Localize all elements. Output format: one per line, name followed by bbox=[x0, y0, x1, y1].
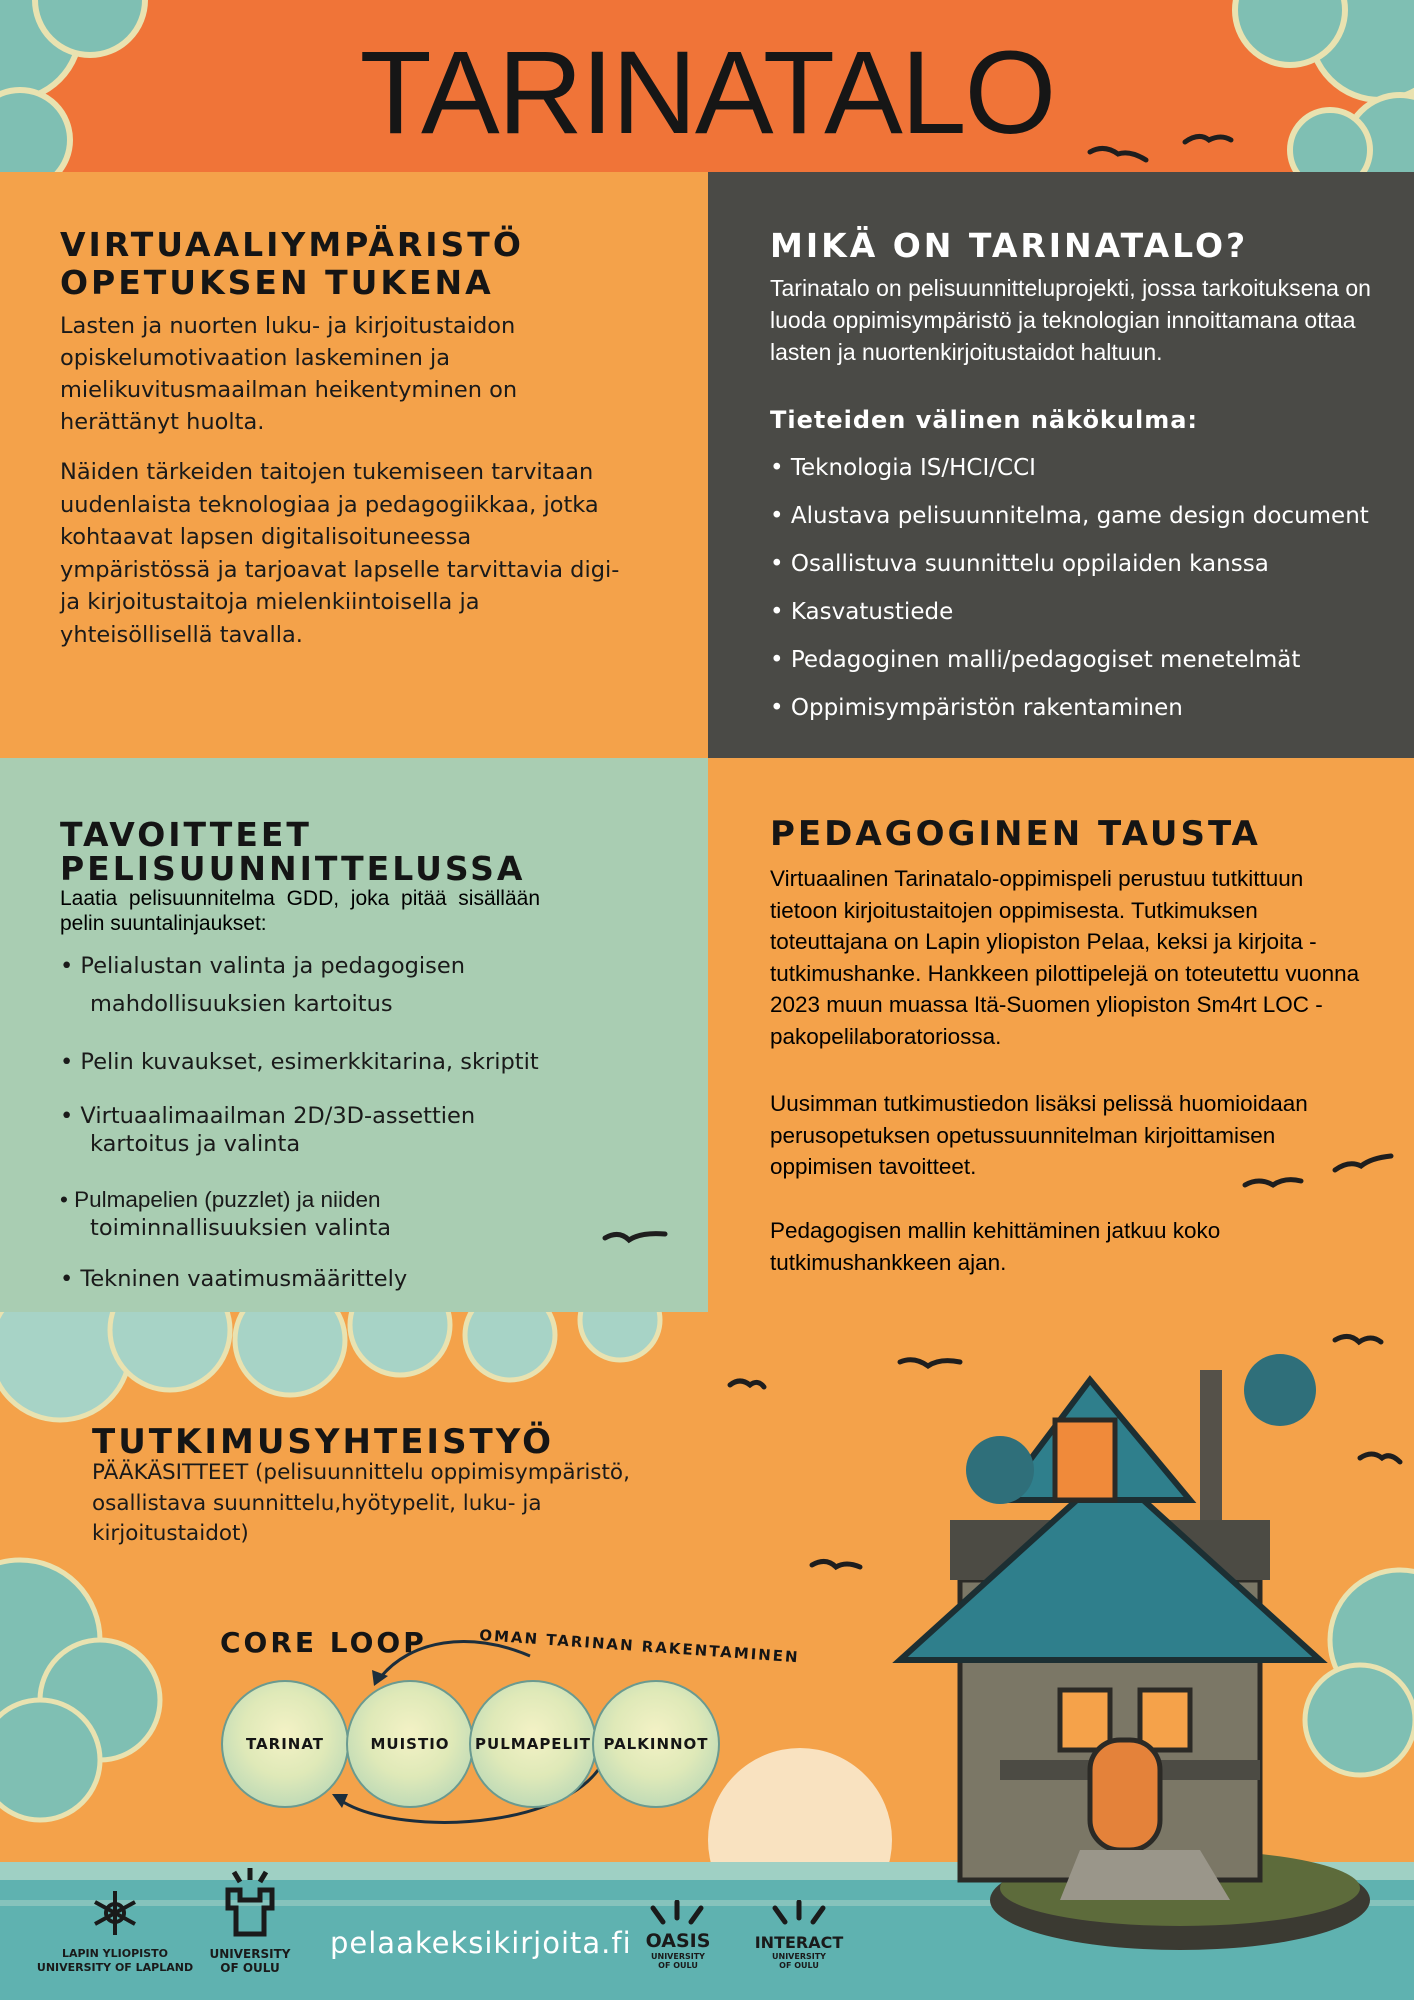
core-loop-heading: CORE LOOP bbox=[220, 1626, 427, 1659]
logo-line: OF OULU bbox=[220, 1961, 280, 1975]
logo-line: OASIS bbox=[645, 1930, 711, 1952]
tavoitteet-paragraph: Laatia pelisuunnitelma GDD, joka pitää sisällään pelin suuntalinjaukset: bbox=[60, 887, 540, 935]
pedagoginen-paragraph-1: Virtuaalinen Tarinatalo-oppimispeli perustuu tutkittuun tietoon kirjoitustaitojen oppimisesta. Tutkimuksen toteuttajana on Lapin yliopiston Pelaa, keksi ja kirjoita -tutkimushanke. Hankkeen pilottipelejä on toteutettu vuonna 2023 muun muassa Itä-Suomen yliopiston Sm4rt LOC -pakopelilaboratoriossa. bbox=[770, 866, 1360, 1049]
section-heading-virtuaaliymparisto bbox=[60, 226, 524, 302]
section-heading-tavoitteet bbox=[60, 815, 526, 888]
header-clouds bbox=[0, 0, 1414, 172]
list-item-line: toiminnallisuuksien valinta bbox=[90, 1215, 392, 1241]
logo-line: UNIVERSITY OF LAPLAND bbox=[36, 1961, 194, 1974]
section-heading-tutkimusyhteistyo: TUTKIMUSYHTEISTYÖ bbox=[92, 1422, 555, 1462]
lapland-snowflake-icon bbox=[90, 1888, 140, 1938]
list-item: • Teknologia IS/HCI/CCI bbox=[770, 455, 1036, 481]
list-item: • Alustava pelisuunnitelma, game design document bbox=[770, 503, 1369, 529]
cloud-bottom-right bbox=[1305, 1570, 1414, 1775]
list-item bbox=[60, 1102, 640, 1158]
interact-rays-icon bbox=[767, 1900, 831, 1930]
logo-line: UNIVERSITY bbox=[651, 1952, 705, 1961]
oasis-rays-icon bbox=[645, 1900, 709, 1930]
website-url[interactable]: pelaakeksikirjoita.fi bbox=[330, 1926, 632, 1960]
list-item bbox=[60, 1186, 640, 1242]
heading-line: OPETUKSEN TUKENA bbox=[60, 263, 494, 302]
list-item bbox=[60, 1048, 640, 1076]
lapland-logo-text bbox=[25, 1947, 205, 1975]
list-item-line: • Pulmapelien (puzzlet) ja niiden bbox=[60, 1187, 381, 1212]
virtuaali-paragraph-2: Näiden tärkeiden taitojen tukemiseen tarvitaan uudenlaista teknologiaa ja pedagogiikkaa, jotka kohtaavat lapsen digitalisoituneessa ympäristössä ja tarjoavat lapselle tarvittavia digi- ja kirjoitustaitoja mielenkiintoisella ja yhteisöllisellä tavalla. bbox=[60, 459, 620, 648]
cloud-bottom-left bbox=[0, 1560, 160, 1820]
list-item: • Oppimisympäristön rakentaminen bbox=[770, 695, 1183, 721]
logo-line: UNIVERSITY bbox=[772, 1952, 826, 1961]
oulu-logo-text bbox=[200, 1947, 300, 1975]
mika-paragraph: Tarinatalo on pelisuunnitteluprojekti, jossa tarkoituksena on luoda oppimisympäristö ja teknologian innoittamana ottaa lasten ja nuortenkirjoitustaidot haltuun. bbox=[770, 275, 1371, 365]
list-item-line: • Tekninen vaatimusmäärittely bbox=[60, 1266, 408, 1292]
logo-line: OF OULU bbox=[658, 1961, 698, 1970]
virtuaali-paragraph-1: Lasten ja nuorten luku- ja kirjoitustaidon opiskelumotivaation laskeminen ja mielikuvitusmaailman heikentyminen on herättänyt huolta. bbox=[60, 313, 518, 435]
core-loop-step: TARINAT bbox=[221, 1680, 349, 1808]
list-item-line: • Virtuaalimaailman 2D/3D-assettien bbox=[60, 1103, 476, 1129]
core-loop-arc-label: OMAN TARINAN RAKENTAMINEN bbox=[478, 1626, 801, 1667]
list-item: • Osallistuva suunnittelu oppilaiden kanssa bbox=[770, 551, 1269, 577]
interact-logo-text bbox=[744, 1934, 854, 1970]
list-item: • Kasvatustiede bbox=[770, 599, 954, 625]
core-loop-step: PALKINNOT bbox=[592, 1680, 720, 1808]
page-title: TARINATALO bbox=[359, 27, 1055, 159]
tavoitteet-list bbox=[60, 952, 660, 1292]
list-item bbox=[60, 1265, 640, 1293]
heading-line: VIRTUAALIYMPÄRISTÖ bbox=[60, 225, 524, 264]
core-loop-step: PULMAPELIT bbox=[469, 1680, 597, 1808]
list-item-line: kartoitus ja valinta bbox=[90, 1131, 301, 1157]
list-item-line: • Pelialustan valinta ja pedagogisen bbox=[60, 953, 465, 979]
oulu-tower-icon bbox=[220, 1866, 280, 1938]
logo-line: UNIVERSITY bbox=[209, 1947, 291, 1961]
oasis-logo-text bbox=[636, 1930, 720, 1970]
heading-line: TAVOITTEET bbox=[60, 815, 312, 854]
logo-line: INTERACT bbox=[754, 1933, 844, 1952]
tutkimusyhteistyo-paragraph: PÄÄKÄSITTEET (pelisuunnittelu oppimisympäristö, osallistava suunnittelu,hyötypelit, luku- ja kirjoitustaidot) bbox=[92, 1460, 630, 1546]
list-item bbox=[60, 952, 640, 1018]
logo-line: OF OULU bbox=[779, 1961, 819, 1970]
panel-birds bbox=[600, 1140, 1400, 1280]
list-item: • Pedagoginen malli/pedagogiset menetelmät bbox=[770, 647, 1301, 673]
house-illustration bbox=[900, 1354, 1370, 1950]
section-heading-mika-on-tarinatalo: MIKÄ ON TARINATALO? bbox=[770, 226, 1249, 265]
list-item-line: mahdollisuuksien kartoitus bbox=[90, 991, 393, 1017]
pedagoginen-paragraph-3: Pedagogisen mallin kehittäminen jatkuu koko tutkimushankkeen ajan. bbox=[770, 1218, 1221, 1275]
mika-subheading: Tieteiden välinen näkökulma: bbox=[770, 406, 1199, 434]
logo-line: LAPIN YLIOPISTO bbox=[61, 1947, 169, 1960]
list-item-line: • Pelin kuvaukset, esimerkkitarina, skriptit bbox=[60, 1049, 539, 1075]
heading-line: PELISUUNNITTELUSSA bbox=[60, 849, 526, 888]
core-loop-step: MUISTIO bbox=[346, 1680, 474, 1808]
mika-list bbox=[770, 448, 1369, 736]
pedagoginen-paragraph-2: Uusimman tutkimustiedon lisäksi pelissä huomioidaan perusopetuksen opetussuunnitelman kirjoittamisen oppimisen tavoitteet. bbox=[770, 1091, 1308, 1179]
section-heading-pedagoginen-tausta: PEDAGOGINEN TAUSTA bbox=[770, 814, 1261, 854]
